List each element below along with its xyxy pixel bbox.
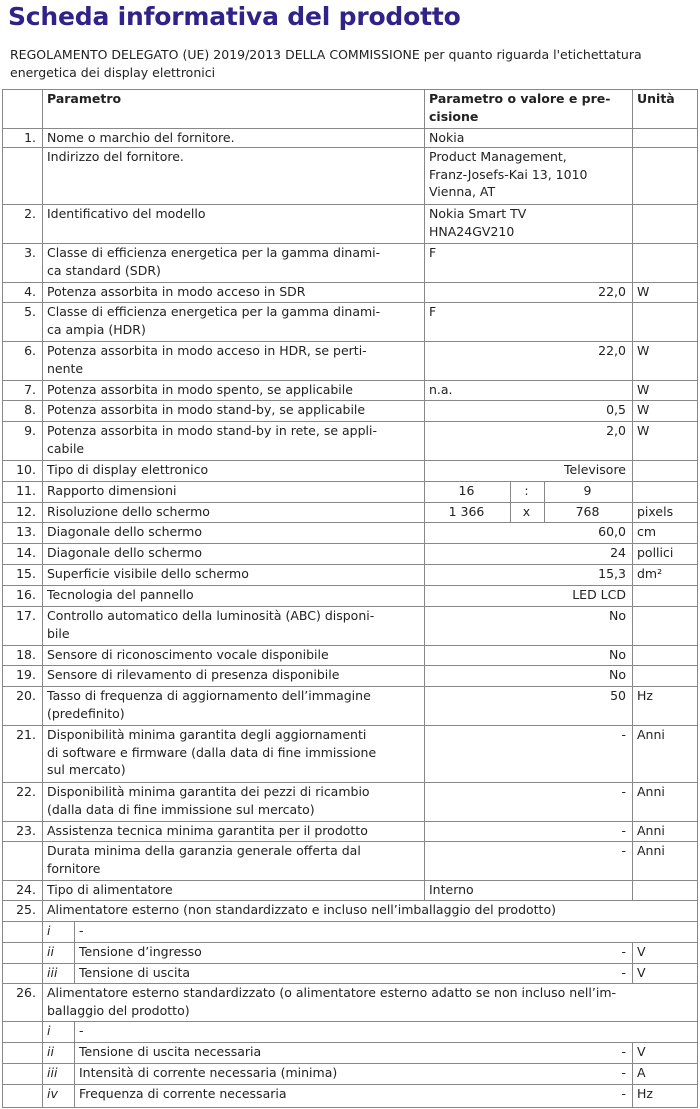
row-value: Televisore <box>564 462 626 477</box>
row-number: 17. <box>16 608 36 623</box>
row-label: Potenza assorbita in modo acceso in HDR, se perti- nente <box>47 343 367 376</box>
row-number: 15. <box>16 566 36 581</box>
row-value: - <box>621 1044 626 1059</box>
row-value: 22,0 <box>598 343 626 358</box>
row-value: - <box>621 965 626 980</box>
row-label: Sensore di rilevamento di presenza disponibile <box>47 667 340 682</box>
row-number: 5. <box>24 304 36 319</box>
row-label: Diagonale dello schermo <box>47 545 202 560</box>
section-label: Alimentatore esterno (non standardizzato e incluso nell’imballaggio del prodotto) <box>47 902 556 917</box>
row-value: F <box>429 245 437 260</box>
row-unit: Anni <box>637 784 665 799</box>
row-unit: Anni <box>637 727 665 742</box>
row-label: Diagonale dello schermo <box>47 524 202 539</box>
row-value: - <box>621 1065 626 1080</box>
row-label: Frequenza di corrente necessaria <box>79 1086 287 1101</box>
row-split-value: 16 <box>458 483 475 498</box>
row-label: - <box>79 923 84 938</box>
row-value: LED LCD <box>572 587 626 602</box>
row-number: 22. <box>16 784 36 799</box>
row-unit: W <box>637 284 650 299</box>
row-label: Superficie visibile dello schermo <box>47 566 249 581</box>
row-value: 24 <box>610 545 626 560</box>
row-unit: V <box>637 1044 646 1059</box>
row-unit: W <box>637 382 650 397</box>
row-value: - <box>621 1086 626 1101</box>
row-label: Tensione di uscita <box>79 965 191 980</box>
row-unit: dm² <box>637 566 663 581</box>
row-unit: pixels <box>637 504 674 519</box>
row-number: 7. <box>24 382 36 397</box>
row-value: No <box>609 667 626 682</box>
row-number: 11. <box>16 483 36 498</box>
section-label: Alimentatore esterno standardizzato (o alimentatore esterno adatto se non incluso nell’im- ballaggio del prodotto) <box>47 985 617 1018</box>
row-number: 25. <box>16 902 36 917</box>
row-value: No <box>609 647 626 662</box>
row-number: 12. <box>16 504 36 519</box>
row-value: Nokia Smart TV HNA24GV210 <box>429 206 527 239</box>
row-label: Nome o marchio del fornitore. <box>47 130 235 145</box>
sub-index: iii <box>47 965 58 980</box>
row-label: Disponibilità minima garantita degli aggiornamenti di software e firmware (dalla data di fine immissione sul mercato) <box>47 727 377 777</box>
row-unit: pollici <box>637 545 674 560</box>
row-label: Tensione d’ingresso <box>79 944 202 959</box>
row-unit: Anni <box>637 823 665 838</box>
row-label: Assistenza tecnica minima garantita per il prodotto <box>47 823 368 838</box>
row-split-value: 768 <box>575 504 600 519</box>
header-parametro: Parametro <box>47 91 122 106</box>
sub-index: i <box>47 923 51 938</box>
row-unit: V <box>637 965 646 980</box>
row-value: - <box>621 784 626 799</box>
row-value: - <box>621 944 626 959</box>
row-label: Tensione di uscita necessaria <box>79 1044 262 1059</box>
header-valore: Parametro o valore e pre- cisione <box>429 91 611 124</box>
row-value: 15,3 <box>598 566 626 581</box>
row-value: 0,5 <box>606 402 626 417</box>
sub-index: i <box>47 1023 51 1038</box>
row-label: Sensore di riconoscimento vocale disponibile <box>47 647 329 662</box>
row-number: 21. <box>16 727 36 742</box>
sub-index: iv <box>47 1086 58 1101</box>
row-number: 24. <box>16 882 36 897</box>
row-number: 3. <box>24 245 36 260</box>
row-number: 9. <box>24 423 36 438</box>
row-number: 2. <box>24 206 36 221</box>
row-value: 50 <box>610 688 626 703</box>
row-number: 4. <box>24 284 36 299</box>
row-label: Classe di efficienza energetica per la gamma dinami- ca ampia (HDR) <box>47 304 381 337</box>
row-value: No <box>609 608 626 623</box>
row-label: Intensità di corrente necessaria (minima) <box>79 1065 338 1080</box>
row-unit: W <box>637 343 650 358</box>
row-label: Potenza assorbita in modo stand-by, se applicabile <box>47 402 366 417</box>
row-value: 60,0 <box>598 524 626 539</box>
row-value: Product Management, Franz-Josefs-Kai 13, 1010 Vienna, AT <box>429 149 588 199</box>
row-value: n.a. <box>429 382 453 397</box>
row-value: - <box>621 727 626 742</box>
row-label: Disponibilità minima garantita dei pezzi di ricambio (dalla data di fine immissione sul mercato) <box>47 784 370 817</box>
row-number: 18. <box>16 647 36 662</box>
row-label: Controllo automatico della luminosità (ABC) disponi- bile <box>47 608 375 641</box>
sub-index: ii <box>47 944 54 959</box>
row-split-value: 9 <box>583 483 592 498</box>
row-unit: V <box>637 944 646 959</box>
row-unit: W <box>637 423 650 438</box>
row-unit: cm <box>637 524 657 539</box>
row-label: Potenza assorbita in modo stand-by in rete, se appli- cabile <box>47 423 377 456</box>
row-number: 23. <box>16 823 36 838</box>
row-split-value: : <box>524 483 529 498</box>
row-label: Risoluzione dello schermo <box>47 504 210 519</box>
row-number: 1. <box>24 130 36 145</box>
regulation-subtitle: REGOLAMENTO DELEGATO (UE) 2019/2013 DELLA COMMISSIONE per quanto riguarda l'etichettatura energetica dei display elettronici <box>10 47 642 80</box>
row-label: Identificativo del modello <box>47 206 206 221</box>
row-label: Tecnologia del pannello <box>47 587 194 602</box>
row-number: 8. <box>24 402 36 417</box>
row-number: 10. <box>16 462 36 477</box>
row-label: - <box>79 1023 84 1038</box>
row-label: Potenza assorbita in modo acceso in SDR <box>47 284 306 299</box>
row-value: Interno <box>429 882 474 897</box>
row-number: 13. <box>16 524 36 539</box>
header-unita: Unità <box>637 91 675 106</box>
row-value: 22,0 <box>598 284 626 299</box>
row-value: F <box>429 304 437 319</box>
row-value: Nokia <box>429 130 465 145</box>
page-title: Scheda informativa del prodotto <box>8 2 461 31</box>
row-label: Tipo di alimentatore <box>47 882 173 897</box>
row-number: 16. <box>16 587 36 602</box>
row-number: 20. <box>16 688 36 703</box>
row-number: 26. <box>16 985 36 1000</box>
row-label: Durata minima della garanzia generale offerta dal fornitore <box>47 843 361 876</box>
row-label: Rapporto dimensioni <box>47 483 177 498</box>
sub-index: ii <box>47 1044 54 1059</box>
row-unit: A <box>637 1065 646 1080</box>
row-number: 19. <box>16 667 36 682</box>
sub-index: iii <box>47 1065 58 1080</box>
row-label: Classe di efficienza energetica per la gamma dinami- ca standard (SDR) <box>47 245 381 278</box>
row-unit: Anni <box>637 843 665 858</box>
row-number: 6. <box>24 343 36 358</box>
row-label: Tasso di frequenza di aggiornamento dell’immagine (predefinito) <box>47 688 371 721</box>
row-unit: W <box>637 402 650 417</box>
row-unit: Hz <box>637 1086 653 1101</box>
row-label: Indirizzo del fornitore. <box>47 149 184 164</box>
row-value: - <box>621 823 626 838</box>
row-label: Tipo di display elettronico <box>47 462 209 477</box>
row-unit: Hz <box>637 688 653 703</box>
row-label: Potenza assorbita in modo spento, se applicabile <box>47 382 353 397</box>
row-split-value: 1 366 <box>448 504 485 519</box>
row-number: 14. <box>16 545 36 560</box>
row-value: 2,0 <box>606 423 626 438</box>
row-value: - <box>621 843 626 858</box>
row-split-value: x <box>522 504 531 519</box>
